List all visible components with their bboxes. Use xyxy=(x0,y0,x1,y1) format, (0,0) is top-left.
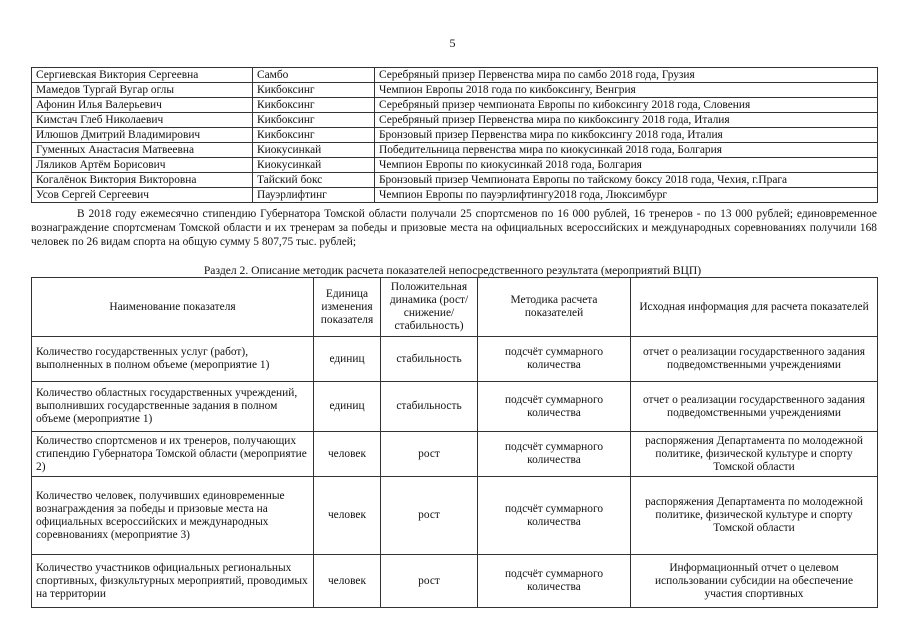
indicator-header-row xyxy=(32,278,878,337)
athlete-row xyxy=(32,98,878,113)
athlete-name: Гуменных Анастасия Матвеевна xyxy=(32,143,253,158)
athlete-sport: Тайский бокс xyxy=(253,173,375,188)
indicator-source xyxy=(631,477,878,555)
indicator-unit xyxy=(314,555,381,608)
athlete-name: Илюшов Дмитрий Владимирович xyxy=(32,128,253,143)
athlete-achievement: Серебряный призер чемпионата Европы по кибоксингу 2018 года, Словения xyxy=(375,98,878,113)
indicator-dynamics-text: стабильность xyxy=(396,352,462,365)
athlete-achievement: Чемпион Европы по киокусинкай 2018 года, Болгария xyxy=(375,158,878,173)
indicator-unit-text: единиц xyxy=(329,352,365,365)
indicator-dynamics-text: стабильность xyxy=(396,400,462,412)
header-method: Методика расчета показателей xyxy=(478,278,631,337)
indicator-method xyxy=(478,477,631,555)
athlete-sport: Кикбоксинг xyxy=(253,128,375,143)
athlete-name: Ляликов Артём Борисович xyxy=(32,158,253,173)
indicator-row xyxy=(32,477,878,555)
athlete-row xyxy=(32,113,878,128)
indicator-name xyxy=(32,477,314,555)
indicator-unit-text: человек xyxy=(327,574,367,587)
indicator-method xyxy=(478,432,631,477)
athlete-row xyxy=(32,83,878,98)
athlete-achievement: Чемпион Европы по пауэрлифтингу2018 года, Люксимбург xyxy=(375,188,878,203)
athlete-row xyxy=(32,158,878,173)
indicator-dynamics xyxy=(381,337,478,382)
indicator-source xyxy=(631,432,878,477)
athlete-row xyxy=(32,68,878,83)
indicator-unit-text: человек xyxy=(327,509,367,521)
athlete-achievement: Серебряный призер Первенства мира по кикбоксингу 2018 года, Италия xyxy=(375,113,878,128)
indicator-method xyxy=(478,337,631,382)
indicator-source xyxy=(631,382,878,432)
indicator-method-text: подсчёт суммарного количества xyxy=(504,568,604,593)
header-source: Исходная информация для расчета показателей xyxy=(631,278,878,337)
athlete-sport: Киокусинкай xyxy=(253,143,375,158)
athlete-name: Кимстач Глеб Николаевич xyxy=(32,113,253,128)
athlete-achievement: Чемпион Европы 2018 года по кикбоксингу, Венгрия xyxy=(375,83,878,98)
indicator-dynamics-text: рост xyxy=(418,447,440,460)
indicator-source-text: отчет о реализации государственного задания подведомственными учреждениями xyxy=(642,393,866,419)
header-name: Наименование показателя xyxy=(32,278,314,337)
indicator-name-text: Количество государственных услуг (работ), выполненных в полном объеме (мероприятие 1) xyxy=(36,346,270,371)
indicator-unit xyxy=(314,382,381,432)
athlete-row xyxy=(32,188,878,203)
indicator-source-text: Информационный отчет о целевом использовании субсидии на обеспечение участия спортивных xyxy=(654,561,854,600)
indicator-unit-text: единиц xyxy=(329,400,365,412)
indicator-method-text: подсчёт суммарного количества xyxy=(504,441,604,466)
indicator-row xyxy=(32,432,878,477)
indicator-name xyxy=(32,432,314,477)
indicator-row xyxy=(32,337,878,382)
athlete-achievement: Победительница первенства мира по киокусинкай 2018 года, Болгария xyxy=(375,143,878,158)
indicator-unit-text: человек xyxy=(327,447,367,460)
athlete-row xyxy=(32,173,878,188)
indicator-name-text: Количество областных государственных учреждений, выполнивших государственные задания в полном объеме (мероприятие 1) xyxy=(36,387,298,425)
indicator-name xyxy=(32,382,314,432)
athlete-sport: Кикбоксинг xyxy=(253,98,375,113)
athlete-name: Мамедов Тургай Вугар оглы xyxy=(32,83,253,98)
indicator-source-text: распоряжения Департамента по молодежной политике, физической культуре и спорту Томской области xyxy=(645,496,863,534)
indicator-unit xyxy=(314,477,381,555)
indicator-source xyxy=(631,555,878,608)
indicator-name-text: Количество человек, получивших единовременные вознаграждения за победы и призовые места на официальных всероссийских и международных соревнованиях (мероприятие 3) xyxy=(36,489,285,541)
page-number: 5 xyxy=(449,36,456,50)
indicator-source-text: распоряжения Департамента по молодежной политике, физической культуре и спорту Томской области xyxy=(645,434,863,473)
indicator-dynamics xyxy=(381,477,478,555)
athlete-sport: Кикбоксинг xyxy=(253,113,375,128)
athlete-sport: Самбо xyxy=(253,68,375,83)
indicator-source-text: отчет о реализации государственного задания подведомственными учреждениями xyxy=(642,346,866,371)
athlete-sport: Киокусинкай xyxy=(253,158,375,173)
indicator-method-text: подсчёт суммарного количества xyxy=(504,346,604,371)
indicator-name xyxy=(32,337,314,382)
athlete-row xyxy=(32,143,878,158)
indicator-method-text: подсчёт суммарного количества xyxy=(504,502,604,528)
indicator-row xyxy=(32,555,878,608)
indicator-name-text: Количество спортсменов и их тренеров, получающих стипендию Губернатора Томской области (мероприятие 2) xyxy=(36,434,307,473)
athlete-name: Афонин Илья Валерьевич xyxy=(32,98,253,113)
athletes-table xyxy=(31,67,878,203)
athlete-achievement: Серебряный призер Первенства мира по самбо 2018 года, Грузия xyxy=(375,68,878,83)
paragraph-text: В 2018 году ежемесячно стипендию Губернатора Томской области получали 25 спортсменов по 16 000 рублей, 16 тренеров - по 13 000 рублей; единовременное вознаграждение спортсменам Томской области и их тренерам за победы и призовые места на официальных всероссийских и международных соревнованиях получили 168 человек по 26 видам спорта на общую сумму 5 807,75 тыс. рублей; xyxy=(31,208,877,249)
indicator-dynamics xyxy=(381,555,478,608)
indicator-name-text: Количество участников официальных региональных спортивных, физкультурных мероприятий, проводимых на территории xyxy=(36,561,308,600)
header-unit: Единица изменения показателя xyxy=(314,278,381,337)
athlete-sport: Кикбоксинг xyxy=(253,83,375,98)
indicator-source xyxy=(631,337,878,382)
athlete-name: Усов Сергей Сергеевич xyxy=(32,188,253,203)
athlete-achievement: Бронзовый призер Чемпионата Европы по тайскому боксу 2018 года, Чехия, г.Прага xyxy=(375,173,878,188)
stipend-paragraph xyxy=(31,207,877,250)
indicator-unit xyxy=(314,432,381,477)
athlete-achievement: Бронзовый призер Первенства мира по кикбоксингу 2018 года, Италия xyxy=(375,128,878,143)
indicator-row xyxy=(32,382,878,432)
athlete-sport: Пауэрлифтинг xyxy=(253,188,375,203)
indicator-name xyxy=(32,555,314,608)
indicator-method xyxy=(478,555,631,608)
section-title: Раздел 2. Описание методик расчета показателей непосредственного результата (мероприятий ВЦП) xyxy=(203,264,702,277)
athlete-row xyxy=(32,128,878,143)
indicator-dynamics xyxy=(381,382,478,432)
indicator-dynamics xyxy=(381,432,478,477)
indicator-method-text: подсчёт суммарного количества xyxy=(504,393,604,419)
athlete-name: Когалёнок Виктория Викторовна xyxy=(32,173,253,188)
athlete-name: Сергиевская Виктория Сергеевна xyxy=(32,68,253,83)
indicator-dynamics-text: рост xyxy=(418,509,440,521)
indicator-unit xyxy=(314,337,381,382)
indicator-table xyxy=(31,277,878,608)
indicator-dynamics-text: рост xyxy=(418,574,440,587)
indicator-method xyxy=(478,382,631,432)
header-dynamics: Положительная динамика (рост/ снижение/ стабильность) xyxy=(381,278,478,337)
